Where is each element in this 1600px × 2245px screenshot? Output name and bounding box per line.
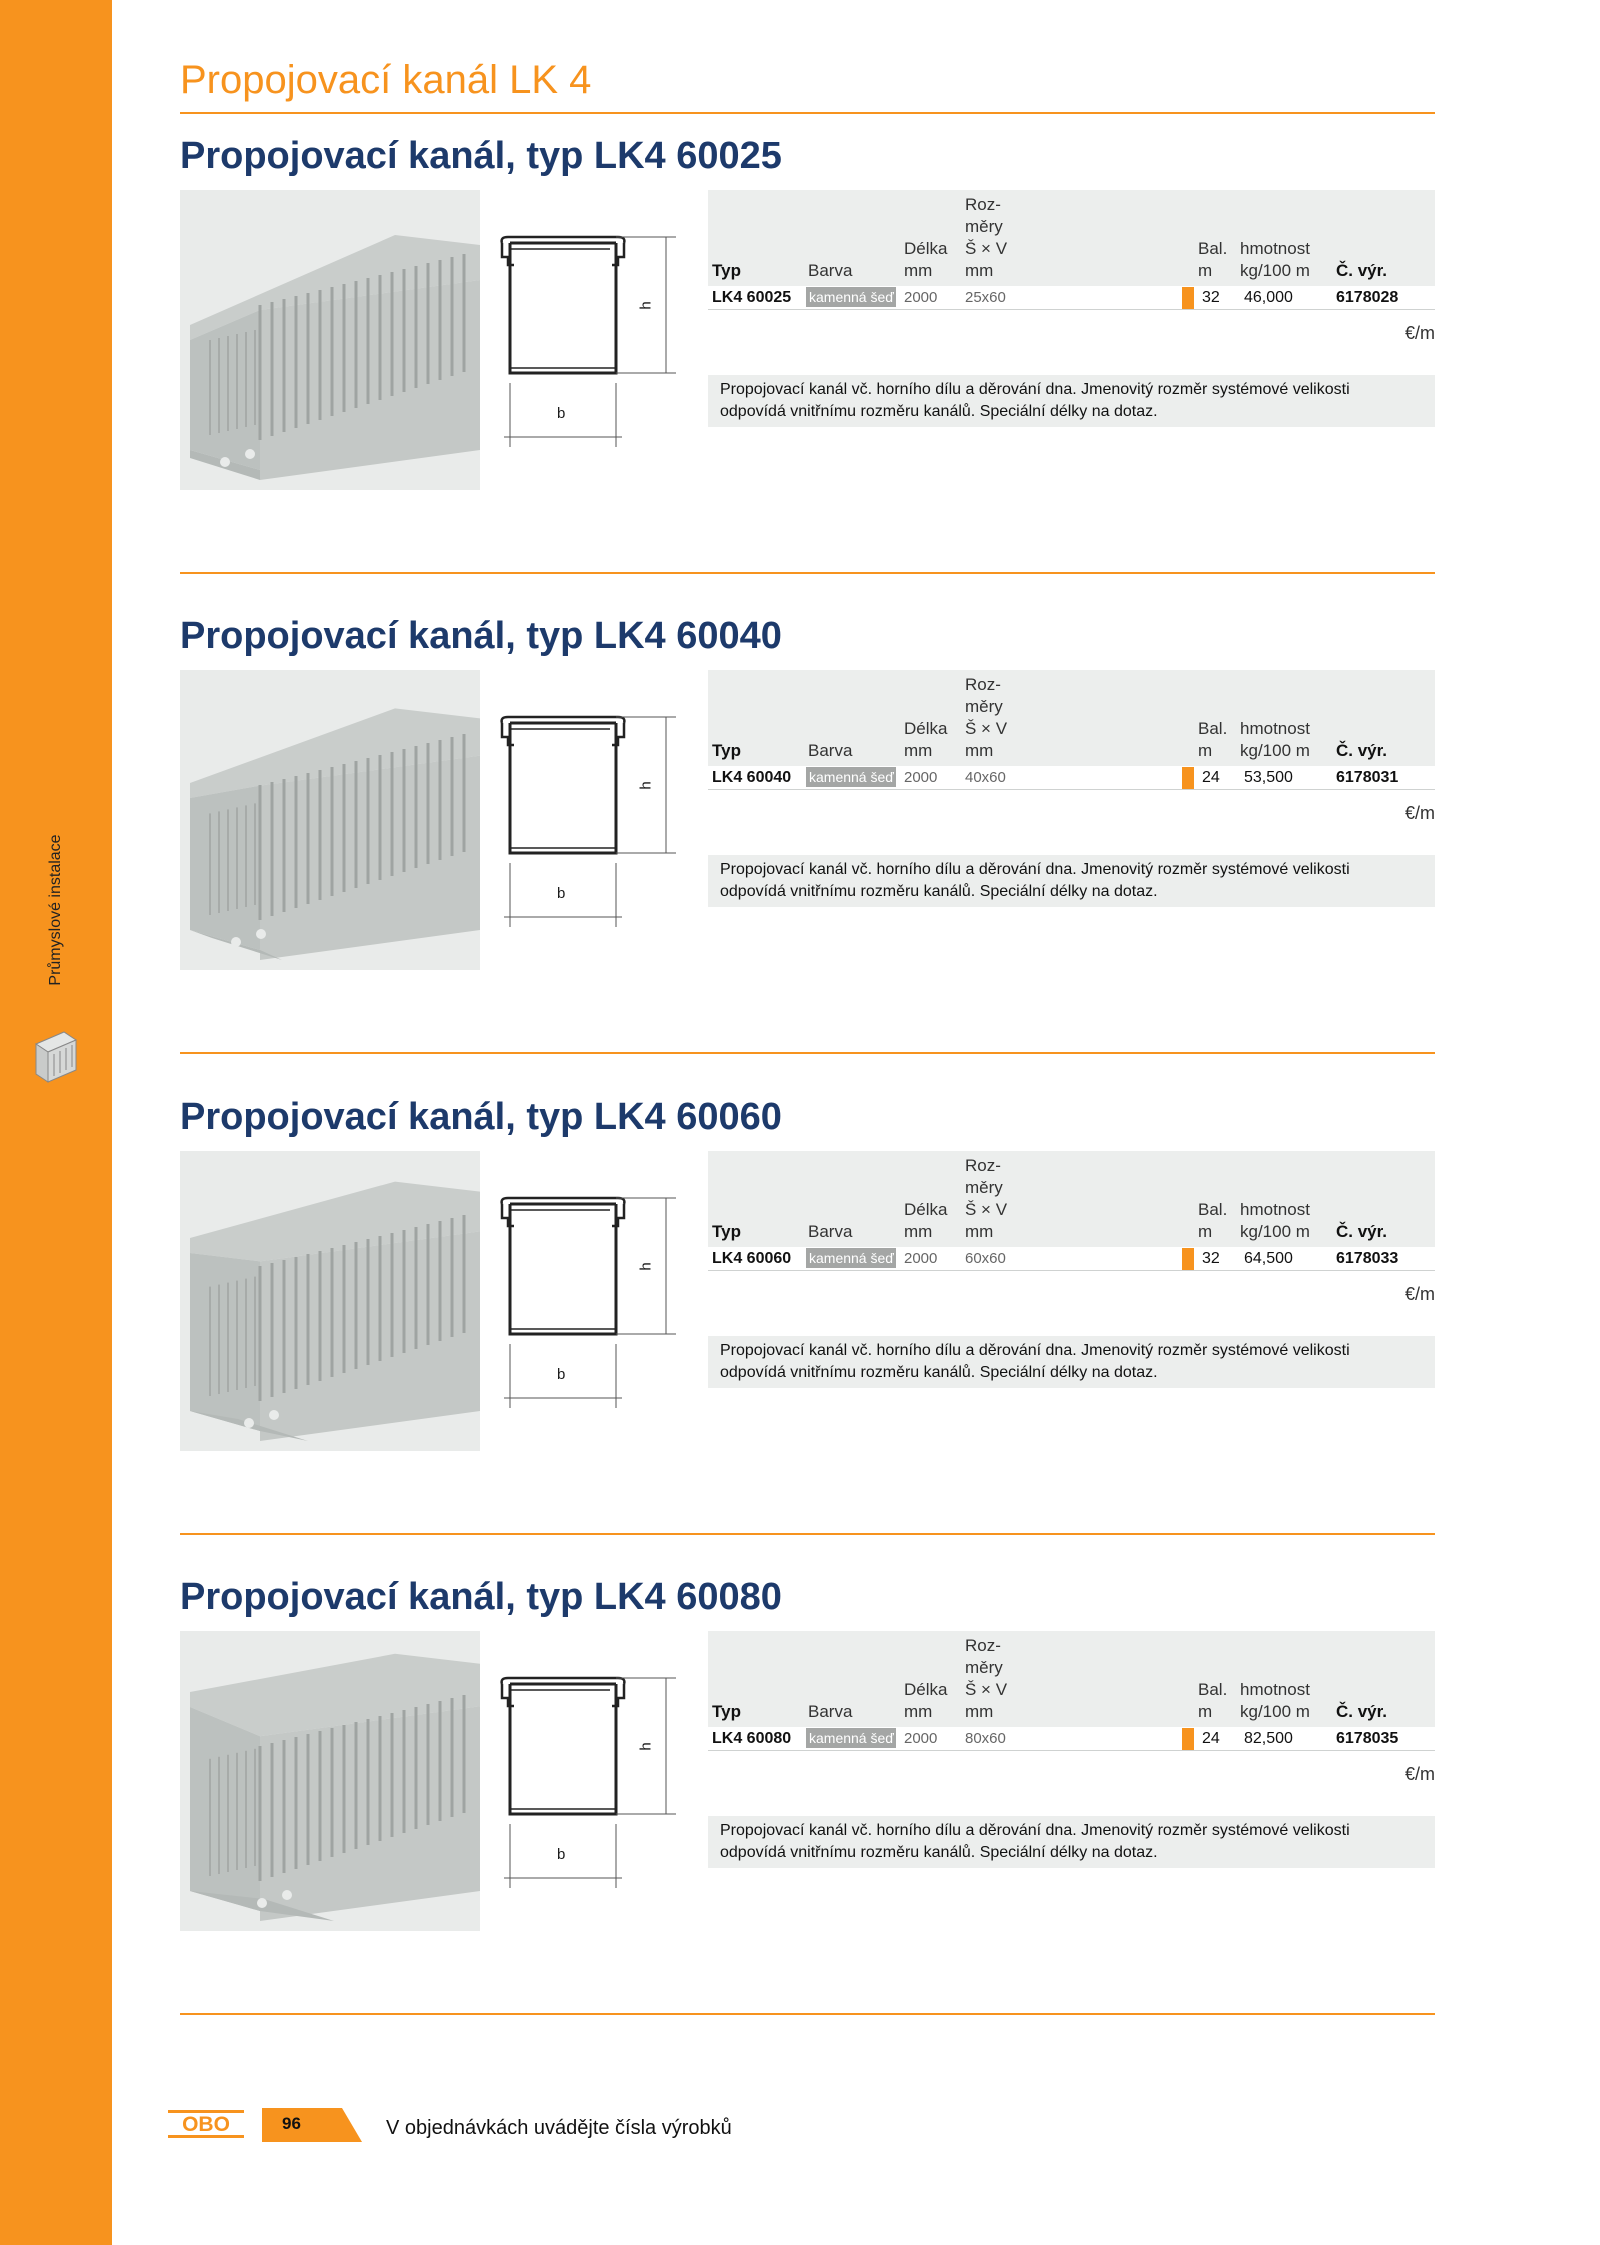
price-marker	[1182, 1248, 1194, 1270]
header-barva: Barva	[808, 1702, 853, 1721]
header-cvyr: Č. výr.	[1336, 1702, 1388, 1721]
header-delka: Délka mm	[904, 1680, 948, 1721]
header-bal: Bal. m	[1198, 239, 1228, 280]
header-barva: Barva	[808, 741, 853, 760]
header-bal: Bal. m	[1198, 1680, 1228, 1721]
cell-typ: LK4 60040	[712, 769, 792, 786]
footer-text: V objednávkách uvádějte čísla výrobků	[386, 2117, 732, 2139]
cable-duct-icon	[34, 1030, 78, 1084]
diagram-label-b: b	[557, 885, 566, 902]
product-section	[180, 135, 1435, 615]
cell-rozmery: 40x60	[965, 769, 1006, 786]
price-unit: €/m	[1404, 1284, 1435, 1304]
header-barva: Barva	[808, 1222, 853, 1241]
table-header	[708, 1631, 1435, 1727]
header-hmotnost: hmotnost kg/100 m	[1240, 1200, 1310, 1241]
cell-hmotnost: 53,500	[1244, 769, 1293, 786]
cell-typ: LK4 60080	[712, 1730, 792, 1747]
diagram-label-b: b	[557, 1366, 566, 1383]
product-title: Propojovací kanál, typ LK4 60080	[180, 1576, 782, 1618]
section-divider	[180, 572, 1435, 574]
header-hmotnost: hmotnost kg/100 m	[1240, 719, 1310, 760]
product-title: Propojovací kanál, typ LK4 60060	[180, 1096, 782, 1138]
cell-cvyr: 6178035	[1336, 1730, 1399, 1747]
header-typ: Typ	[712, 1222, 741, 1241]
product-description: Propojovací kanál vč. horního dílu a děrování dna. Jmenovitý rozměr systémové velikosti odpovídá vnitřnímu rozměru kanálů. Speciální délky na dotaz.	[708, 1336, 1435, 1388]
section-divider	[180, 2013, 1435, 2015]
price-unit: €/m	[1404, 1764, 1435, 1784]
diagram-label-b: b	[557, 405, 566, 422]
product-table	[708, 190, 1435, 420]
diagram-label-h: h	[637, 1742, 655, 1751]
header-bal: Bal. m	[1198, 719, 1228, 760]
product-title: Propojovací kanál, typ LK4 60025	[180, 135, 782, 177]
color-badge: kamenná šeď	[806, 767, 896, 787]
cell-bal: 24	[1202, 1730, 1220, 1747]
price-unit: €/m	[1404, 323, 1435, 343]
header-rozmery: Roz- měry Š × V mm	[965, 195, 1008, 280]
product-title: Propojovací kanál, typ LK4 60040	[180, 615, 782, 657]
table-header	[708, 1151, 1435, 1247]
cell-hmotnost: 46,000	[1244, 289, 1293, 306]
header-rozmery: Roz- měry Š × V mm	[965, 675, 1008, 760]
page-number: 96	[282, 2114, 301, 2133]
color-badge: kamenná šeď	[806, 1248, 896, 1268]
header-bal: Bal. m	[1198, 1200, 1228, 1241]
header-typ: Typ	[712, 1702, 741, 1721]
price-marker	[1182, 767, 1194, 789]
header-delka: Délka mm	[904, 719, 948, 760]
color-badge: kamenná šeď	[806, 1728, 896, 1748]
header-hmotnost: hmotnost kg/100 m	[1240, 239, 1310, 280]
product-table	[708, 1151, 1435, 1381]
cell-delka: 2000	[904, 1250, 938, 1267]
header-typ: Typ	[712, 741, 741, 760]
header-rozmery: Roz- měry Š × V mm	[965, 1156, 1008, 1241]
product-table	[708, 670, 1435, 900]
price-unit: €/m	[1404, 803, 1435, 823]
sidebar-label: Průmyslové instalace	[47, 834, 64, 986]
header-typ: Typ	[712, 261, 741, 280]
page-number-tab	[262, 2108, 362, 2142]
table-row	[708, 766, 1435, 790]
header-barva: Barva	[808, 261, 853, 280]
cell-rozmery: 25x60	[965, 289, 1006, 306]
price-marker	[1182, 1728, 1194, 1750]
product-table	[708, 1631, 1435, 1861]
table-row	[708, 1247, 1435, 1271]
cross-section-diagram	[498, 1666, 688, 1906]
header-rozmery: Roz- měry Š × V mm	[965, 1636, 1008, 1721]
diagram-label-h: h	[637, 301, 655, 310]
cross-section-diagram	[498, 705, 688, 945]
cell-cvyr: 6178031	[1336, 769, 1399, 786]
color-badge: kamenná šeď	[806, 287, 896, 307]
product-section	[180, 615, 1435, 1095]
product-description: Propojovací kanál vč. horního dílu a děrování dna. Jmenovitý rozměr systémové velikosti odpovídá vnitřnímu rozměru kanálů. Speciální délky na dotaz.	[708, 375, 1435, 427]
diagram-label-b: b	[557, 1846, 566, 1863]
product-section	[180, 1576, 1435, 2056]
cell-typ: LK4 60025	[712, 289, 792, 306]
table-row	[708, 1727, 1435, 1751]
diagram-label-h: h	[637, 1262, 655, 1271]
svg-text:OBO: OBO	[182, 2113, 230, 2136]
table-header	[708, 670, 1435, 766]
cell-bal: 32	[1202, 289, 1220, 306]
cell-bal: 32	[1202, 1250, 1220, 1267]
header-delka: Délka mm	[904, 1200, 948, 1241]
header-cvyr: Č. výr.	[1336, 1222, 1388, 1241]
header-cvyr: Č. výr.	[1336, 741, 1388, 760]
page-title: Propojovací kanál LK 4	[180, 58, 592, 102]
section-divider	[180, 1052, 1435, 1054]
price-marker	[1182, 287, 1194, 309]
header-hmotnost: hmotnost kg/100 m	[1240, 1680, 1310, 1721]
cell-rozmery: 60x60	[965, 1250, 1006, 1267]
product-photo	[180, 670, 480, 970]
cell-typ: LK4 60060	[712, 1250, 792, 1267]
cell-cvyr: 6178028	[1336, 289, 1399, 306]
table-header	[708, 190, 1435, 286]
product-photo	[180, 190, 480, 490]
cell-rozmery: 80x60	[965, 1730, 1006, 1747]
cell-bal: 24	[1202, 769, 1220, 786]
cross-section-diagram	[498, 225, 688, 465]
obo-logo	[168, 2110, 244, 2138]
product-description: Propojovací kanál vč. horního dílu a děrování dna. Jmenovitý rozměr systémové velikosti odpovídá vnitřnímu rozměru kanálů. Speciální délky na dotaz.	[708, 855, 1435, 907]
product-photo	[180, 1151, 480, 1451]
cell-hmotnost: 82,500	[1244, 1730, 1293, 1747]
section-divider	[180, 1533, 1435, 1535]
cell-hmotnost: 64,500	[1244, 1250, 1293, 1267]
cell-delka: 2000	[904, 289, 938, 306]
product-section	[180, 1096, 1435, 1576]
diagram-label-h: h	[637, 781, 655, 790]
sidebar	[0, 0, 112, 2245]
cell-cvyr: 6178033	[1336, 1250, 1399, 1267]
cross-section-diagram	[498, 1186, 688, 1426]
cell-delka: 2000	[904, 1730, 938, 1747]
header-delka: Délka mm	[904, 239, 948, 280]
header-cvyr: Č. výr.	[1336, 261, 1388, 280]
table-row	[708, 286, 1435, 310]
cell-delka: 2000	[904, 769, 938, 786]
product-description: Propojovací kanál vč. horního dílu a děrování dna. Jmenovitý rozměr systémové velikosti odpovídá vnitřnímu rozměru kanálů. Speciální délky na dotaz.	[708, 1816, 1435, 1868]
product-photo	[180, 1631, 480, 1931]
title-divider	[180, 112, 1435, 114]
